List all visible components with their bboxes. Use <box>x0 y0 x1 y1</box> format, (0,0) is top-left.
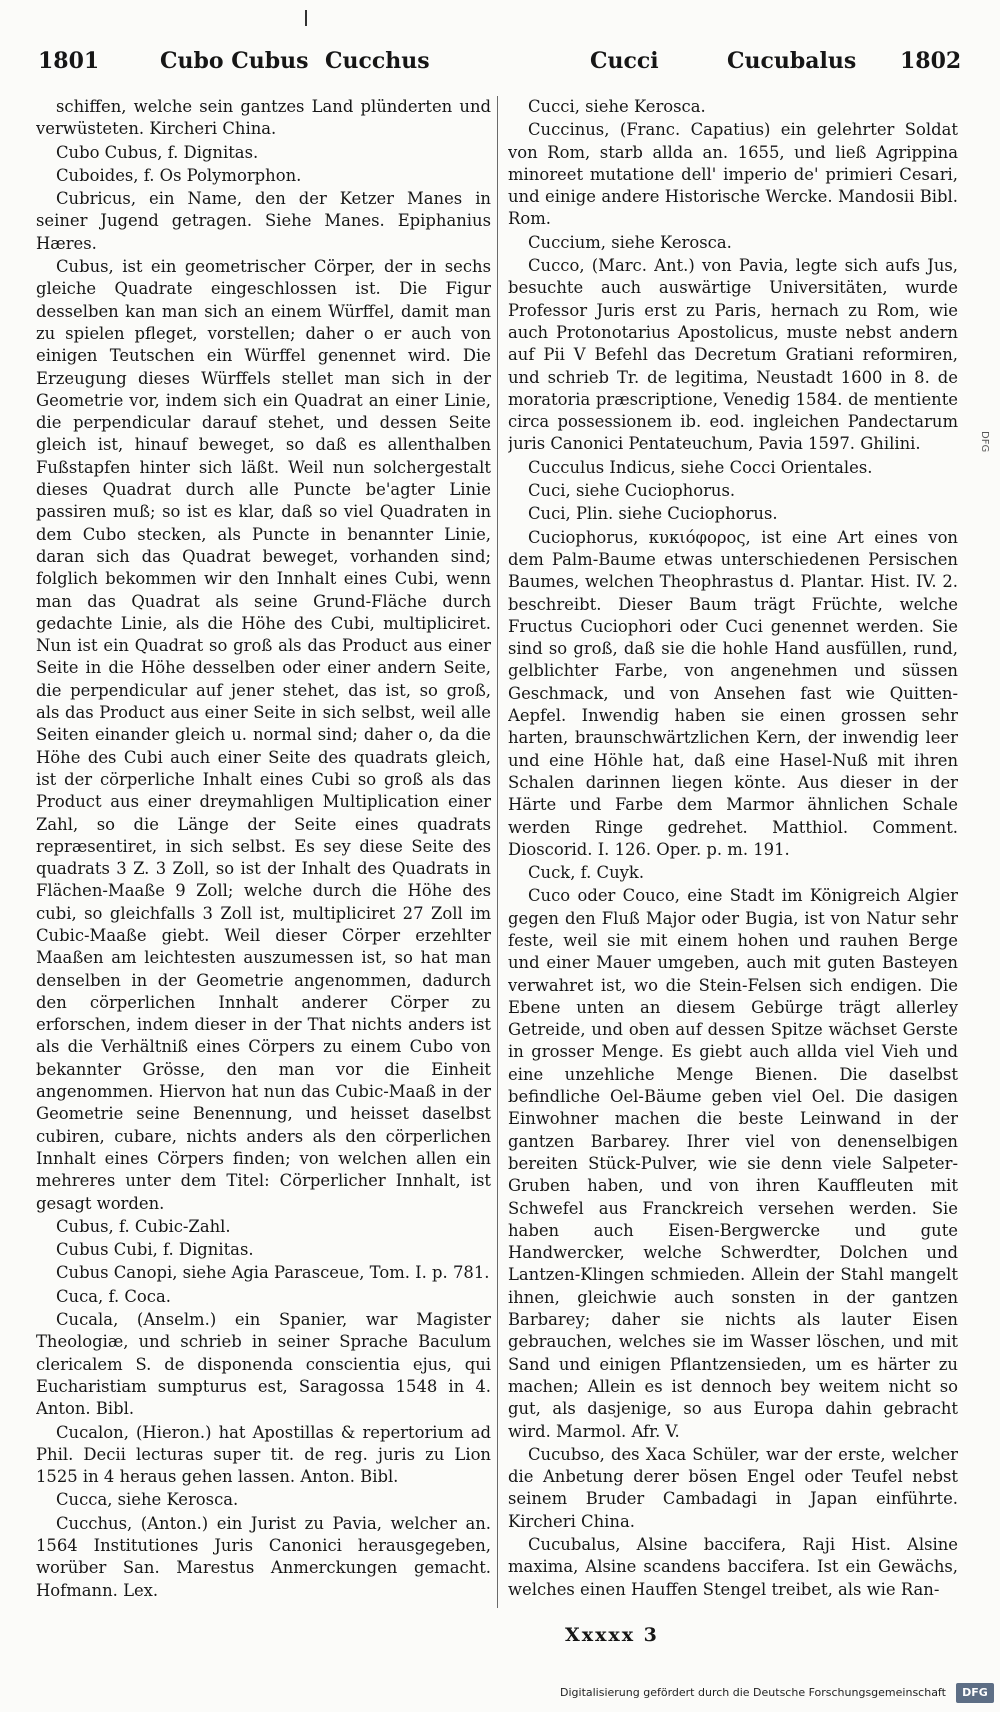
running-head-left-1: Cubo Cubus <box>160 48 309 74</box>
right-column <box>508 96 958 1616</box>
entry: Cubus, f. Cubic-Zahl. <box>56 1216 231 1236</box>
page-number-right: 1802 <box>900 48 962 74</box>
entry: Cubus, ist ein geometrischer Cörper, der in sechs gleiche Quadrate eingeschlossen ist. Die Figur desselben kan man sich an einem Würffel, damit man zu spielen pfleget, vorstellen; daher o er auch von einigen Teutschen ein Würffel genennet wird. Die Erzeugung dieses Würffels stellet man sich in der Geometrie vor, indem sich ein Quadrat an einer Linie, die perpendicular darauf stehet, und dessen Seite gleich ist, hinauf beweget, so daß es allenthalben Fußstapfen hinter sich läßt. Weil nun solchergestalt dieses Quadrat durch alle Puncte be'agter Linie passiren muß; so ist es klar, daß so viel Quadraten in dem Cubo stecken, als Puncte in benannter Linie, daran sich das Quadrat beweget, vorhanden sind; folglich bekommen wir den Innhalt eines Cubi, wenn man das Quadrat als seine Grund-Fläche durch gedachte Linie, als die Höhe des Cubi, multipliciret. Nun ist ein Quadrat so groß als das Product aus einer Seite in die Höhe desselben oder einer andern Seite, die perpendicular auf jener stehet, das ist, so groß, als das Product aus einer Seite in sich selbst, weil alle Seiten einander gleich u. normal sind; daher o, da die Höhe des Cubi auch einer Seite des quadrats gleich, ist der cörperliche Inhalt eines Cubi so groß als das Product aus einer dreymahligen Multiplication einer Zahl, so die Länge der Seite eines quadrats repræsentiret, in sich selbst. Es sey diese Seite des quadrats 3 Z. 3 Zoll, so ist der Inhalt des Quadrats in Flächen-Maaße 9 Zoll; welche durch die Höhe des cubi, so gleichfalls 3 Zoll ist, multipliciret 27 Zoll im Cubic-Maaße giebt. Weil dieser Cörper erzehlter Maaßen am leichtesten auszumessen ist, so hat man denselben in der Geometrie angenommen, dadurch den cörperlichen Innhalt anderer Cörper zu erforschen, indem dieser in der That nichts anders ist als die Verhältniß eines Cörpers zu einem Cubo von bekannter Grösse, den man vor die Einheit angenommen. Hiervon hat nun das Cubic-Maaß in der Geometrie seine Benennung, und heisset daselbst cubiren, cubare, nichts anders als den cörperlichen Innhalt eines Cörpers finden; von welchen allen ein mehreres unter dem Titel: Cörperlicher Innhalt, ist gesagt worden. <box>36 257 491 1213</box>
entry: Cubricus, ein Name, den der Ketzer Manes in seiner Jugend getragen. Siehe Manes. Epiphanius Hæres. <box>36 189 491 253</box>
print-mark <box>305 10 307 26</box>
digitization-credit: Digitalisierung gefördert durch die Deutsche Forschungsgemeinschaft <box>560 1686 946 1699</box>
entry: Cucubalus, Alsine baccifera, Raji Hist. Alsine maxima, Alsine scandens baccifera. Ist ein Gewächs, welches einen Hauffen Stengel treibet, als wie Ran- <box>508 1535 958 1599</box>
running-head-left-2: Cucchus <box>325 48 430 74</box>
entry: Cuco oder Couco, eine Stadt im Königreich Algier gegen den Fluß Major oder Bugia, ist von Natur sehr feste, weil sie mit einem hohen und rauhen Berge und einer Mauer umgeben, auch mit guten Basteyen verwahret ist, wo die Stein-Felsen sich endigen. Die Ebene unten an diesem Gebürge trägt allerley Getreide, und oben auf dessen Spitze wächset Gerste in grosser Menge. Es giebt auch allda viel Vieh und eine unzehliche Menge Bienen. Die daselbst befindliche Oel-Bäume geben viel Oel. Die dasigen Einwohner machen die beste Leinwand in der gantzen Barbarey. Ihrer viel von denenselbigen bereiten Stück-Pulver, wie sie denn viele Salpeter-Gruben haben, und von ihren Kauffleuten mit Schwefel aus Franckreich versehen werden. Sie haben auch Eisen-Bergwercke und gute Handwercker, welche Schwerdter, Dolchen und Lantzen-Klingen schmieden. Allein der Stahl mangelt ihnen, gleichwie auch sonsten in der gantzen Barbarey; daher sie nichts als lauter Eisen gebrauchen, welches sie im Wasser löschen, und mit Sand und einigen Pflantzensieden, um es härter zu machen; Allein es ist dennoch bey weitem nicht so gut, als dasjenige, so aus Europa dahin gebracht wird. Marmol. Afr. V. <box>508 886 958 1441</box>
entry: Cuccium, siehe Kerosca. <box>528 232 732 252</box>
entry: Cucci, siehe Kerosca. <box>528 97 706 116</box>
entry: Cucca, siehe Kerosca. <box>56 1490 239 1510</box>
entry: Cuci, Plin. siehe Cuciophorus. <box>528 504 778 524</box>
entry: Cuciophorus, κυκιόφορος, ist eine Art eines von dem Palm-Baume etwas unterschiedenen Persischen Baumes, welchen Theophrastus d. Plantar. Hist. IV. 2. beschreibt. Dieser Baum trägt Früchte, welche Fructus Cuciophori oder Cuci genennet werden. Sie sind so groß, daß sie die hohle Hand ausfüllen, rund, gelblichter Farbe, von angenehmen und süssen Geschmack, und von Ansehen fast wie Quitten-Aepfel. Inwendig haben sie einen grossen sehr harten, braunschwärtzlichen Kern, der inwendig leer und eine Höhle hat, daß eine Hasel-Nuß mit ihren Schalen darinnen liegen könte. Aus dieser in der Härte und Farbe dem Marmor ähnlichen Schale werden Ringe gedrehet. Matthiol. Comment. Dioscorid. I. 126. Oper. p. m. 191. <box>508 527 958 859</box>
entry: Cubus Cubi, f. Dignitas. <box>56 1240 254 1260</box>
running-head-right-1: Cucci <box>590 48 659 74</box>
page-number-left: 1801 <box>38 48 100 74</box>
side-stamp: DFG <box>979 431 990 453</box>
entry: Cuccinus, (Franc. Capatius) ein gelehrter Soldat von Rom, starb allda an. 1655, und ließ Agrippina minoreet mutatione dell' imperio de' primieri Cesari, und einige andere Historische Wercke. Mandosii Bibl. Rom. <box>508 120 958 229</box>
column-divider <box>497 96 498 1608</box>
entry: schiffen, welche sein gantzes Land plünderten und verwüsteten. Kircheri China. <box>36 97 491 139</box>
left-column <box>36 96 491 1616</box>
entry: Cucco, (Marc. Ant.) von Pavia, legte sich aufs Jus, besuchte auch auswärtige Universitäten, wurde Professor Juris erst zu Paris, hernach zu Rom, wie auch Protonotarius Apostolicus, muste nebst andern auf Pii V Befehl das Decretum Gratiani reformiren, und schrieb Tr. de legitima, Neustadt 1600 in 8. de moratoria præscriptione, Venedig 1584. de mentiente circa possessionem ib. eod. ingleichen Pandectarum juris Canonici Pentateuchum, Pavia 1597. Ghilini. <box>508 256 958 454</box>
entry: Cucala, (Anselm.) ein Spanier, war Magister Theologiæ, und schrieb in seiner Sprache Baculum clericalem S. de disponenda conscientia ejus, qui Eucharistiam sumpturus est, Saragossa 1548 in 4. Anton. Bibl. <box>36 1310 491 1419</box>
entry: Cuboides, f. Os Polymorphon. <box>56 165 302 185</box>
entry: Cucchus, (Anton.) ein Jurist zu Pavia, welcher an. 1564 Institutiones Juris Canonici herausgegeben, worüber San. Marestus Anmerckungen gemacht. Hofmann. Lex. <box>36 1513 491 1600</box>
entry: Cuca, f. Coca. <box>56 1286 171 1306</box>
entry: Cucalon, (Hieron.) hat Apostillas & repertorium ad Phil. Decii lecturas super tit. de reg. juris zu Lion 1525 in 4 heraus gehen lassen. Anton. Bibl. <box>36 1422 491 1487</box>
entry: Cubus Canopi, siehe Agia Parasceue, Tom. I. p. 781. <box>56 1263 490 1283</box>
running-head-right-2: Cucubalus <box>727 48 857 74</box>
printer-signature: Xxxxx 3 <box>565 1624 659 1646</box>
entry: Cucubso, des Xaca Schüler, war der erste, welcher die Anbetung derer bösen Engel oder Teufel nebst seinem Bruder Cambadagi in Japan einführte. Kircheri China. <box>508 1444 958 1531</box>
dfg-logo: DFG <box>956 1683 994 1703</box>
entry: Cuck, f. Cuyk. <box>528 863 645 883</box>
entry: Cucculus Indicus, siehe Cocci Orientales. <box>528 457 873 477</box>
entry: Cubo Cubus, f. Dignitas. <box>56 142 259 162</box>
entry: Cuci, siehe Cuciophorus. <box>528 481 736 501</box>
